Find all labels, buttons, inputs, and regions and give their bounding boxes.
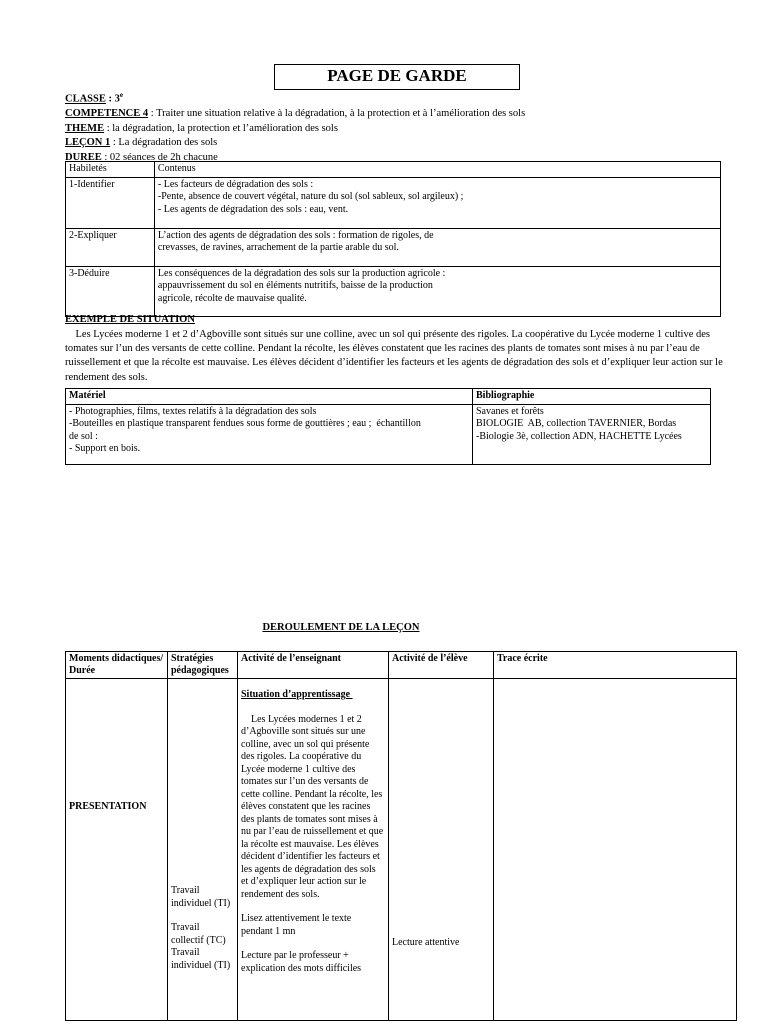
materiel-table xyxy=(65,388,711,465)
deroulement-table xyxy=(65,651,737,1021)
lecon-label: LEÇON 1 xyxy=(65,137,111,148)
materiel-line: - Photographies, films, textes relatifs à la dégradation des sols xyxy=(69,405,317,417)
strategy-item: Travail collectif (TC) xyxy=(171,922,226,946)
eleve-activity: Lecture attentive xyxy=(392,937,460,948)
competence-value: : Traiter une situation relative à la dégradation, à la protection et à l’amélioration des sols xyxy=(148,108,526,119)
strategies-header: Stratégies pédagogiques xyxy=(168,652,238,679)
materiel-line: de sol : xyxy=(69,430,98,442)
situation-heading: EXEMPLE DE SITUATION xyxy=(65,314,195,325)
biblio-line: -Biologie 3è, collection ADN, HACHETTE Lycées xyxy=(476,430,682,442)
biblio-line: Savanes et forêts xyxy=(476,405,544,417)
contenu-line: agricole, récolte de mauvaise qualité. xyxy=(157,292,307,304)
strategy-item: Travail individuel (TI) xyxy=(171,885,231,909)
trace-cell xyxy=(494,679,737,1021)
enseignant-instruction: Lisez attentivement le texte pendant 1 mn xyxy=(241,913,352,937)
contenu-line: L’action des agents de dégradation des sols : formation de rigoles, de xyxy=(157,229,434,241)
contenus-header: Contenus xyxy=(154,162,720,178)
bibliographie-header: Bibliographie xyxy=(473,389,711,405)
table-row xyxy=(66,266,721,316)
situation-text: Les Lycées moderne 1 et 2 d’Agboville sont situés sur une colline, avec un sol qui présente des rigoles. La coopérative du Lycée moderne 1 cultive des tomates sur l’un des versants de cette colline. Pendant la récolte, les élèves constatent que les racines des plants de tomates sont mises à nu par l’eau de ruissellement et que la récolte est mauvaise. Les élèves décident d’identifier les facteurs et les agents de dégradation des sols et d’expliquer leur action sur le rendement des sols. xyxy=(65,329,726,383)
contenu-cell xyxy=(154,228,720,266)
competence-line xyxy=(65,107,525,122)
habilete-cell: 3-Déduire xyxy=(66,266,155,316)
situation-apprentissage-heading: Situation d’apprentissage xyxy=(241,689,353,700)
classe-value: : 3 xyxy=(105,93,120,105)
enseignant-situation-text: Les Lycées modernes 1 et 2 d’Agboville sont situés sur une colline, avec un sol qui présente des rigoles. La coopérative du Lycée moderne 1 cultive des tomates sur l’un des versants de cette colline. Pendant la récolte, les élèves constatent que les racines des plants de tomates sont mises à nu par l’eau de ruissellement et que la récolte est mauvaise. Les élèves décident d’identifier les facteurs et les agents de dégradation des sols et d’expliquer leur action sur le rendement des sols. xyxy=(241,713,386,900)
enseignant-header: Activité de l’enseignant xyxy=(238,652,389,679)
contenu-cell xyxy=(154,266,720,316)
lecon-line xyxy=(65,136,525,151)
theme-label: THEME xyxy=(65,122,105,134)
biblio-line: BIOLOGIE AB, collection TAVERNIER, Bordas xyxy=(476,418,677,429)
eleve-header: Activité de l’élève xyxy=(389,652,494,679)
materiel-header: Matériel xyxy=(66,389,473,405)
classe-sup: e xyxy=(119,91,123,99)
strategy-item: Travail individuel (TI) xyxy=(171,947,231,971)
habilete-cell: 2-Expliquer xyxy=(66,228,155,266)
contenu-cell xyxy=(154,177,720,228)
duree-label: DUREE xyxy=(65,151,102,163)
habiletes-header: Habiletés xyxy=(66,162,155,178)
contenu-line: -Pente, absence de couvert végétal, nature du sol (sol sableux, sol argileux) ; xyxy=(157,191,464,202)
table-row xyxy=(66,177,721,228)
contenu-line: Les conséquences de la dégradation des sols sur la production agricole : xyxy=(157,267,446,279)
habiletes-table xyxy=(65,161,721,317)
contenu-line: crevasses, de ravines, arrachement de la partie arable du sol. xyxy=(157,242,399,253)
classe-line xyxy=(65,88,525,107)
materiel-line: - Support en bois. xyxy=(69,443,141,454)
enseignant-cell xyxy=(238,679,389,1021)
trace-header: Trace écrite xyxy=(494,652,737,679)
bibliographie-cell xyxy=(473,404,711,464)
eleve-cell xyxy=(389,679,494,1021)
theme-line xyxy=(65,122,525,137)
habilete-cell: 1-Identifier xyxy=(66,177,155,228)
lesson-meta xyxy=(65,88,525,165)
deroulement-heading: DEROULEMENT DE LA LEÇON xyxy=(262,622,420,633)
theme-value: : la dégradation, la protection et l’amélioration des sols xyxy=(104,122,338,134)
table-row xyxy=(66,228,721,266)
materiel-cell xyxy=(66,404,473,464)
materiel-line: -Bouteilles en plastique transparent fendues sous forme de gouttières ; eau ; échantillon xyxy=(69,418,421,429)
page-title: PAGE DE GARDE xyxy=(274,64,520,90)
competence-label: COMPETENCE 4 xyxy=(65,108,149,119)
moment-cell xyxy=(66,679,168,1021)
moments-header: Moments didactiques/ Durée xyxy=(66,652,168,679)
contenu-line: - Les facteurs de dégradation des sols : xyxy=(157,178,314,190)
contenu-line: - Les agents de dégradation des sols : eau, vent. xyxy=(157,203,349,215)
lecon-value: : La dégradation des sols xyxy=(110,137,218,148)
duree-value: : 02 séances de 2h chacune xyxy=(101,151,218,163)
classe-label: CLASSE xyxy=(65,93,106,105)
moment-label: PRESENTATION xyxy=(69,801,147,812)
strategies-cell xyxy=(168,679,238,1021)
contenu-line: appauvrissement du sol en éléments nutritifs, baisse de la production xyxy=(157,280,433,291)
enseignant-lecture: Lecture par le professeur + explication des mots difficiles xyxy=(241,950,362,974)
